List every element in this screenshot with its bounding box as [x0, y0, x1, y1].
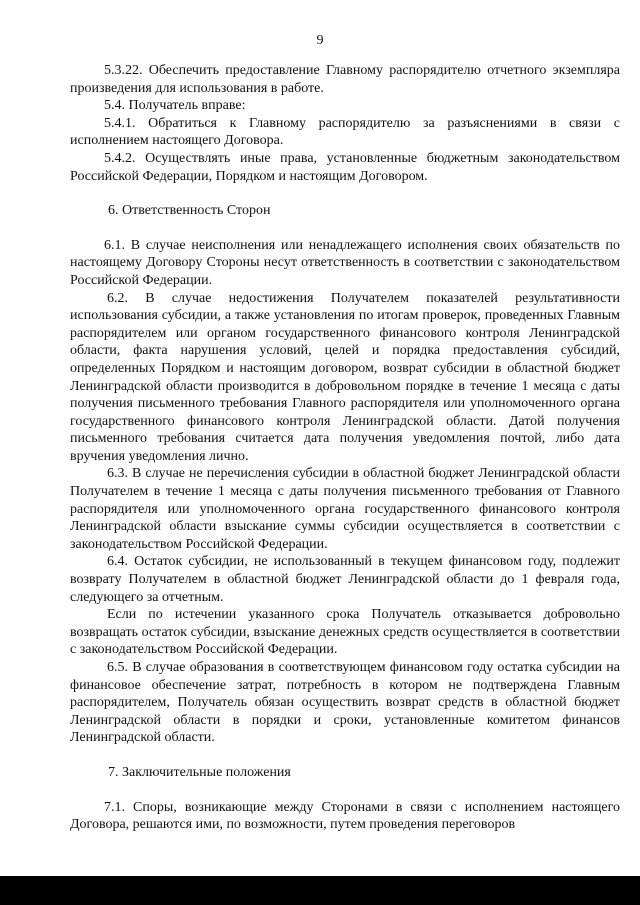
paragraph-6-5: 6.5. В случае образования в соответствующем финансовом году остатка субсидии на финансовое обеспечение затрат, потребность в котором не подтверждена Главным распорядителем, Получатель обязан осуществить возврат средств в областной бюджет Ленинградской области в порядки и сроки, установленные комитетом финансов Ленинградской области. — [70, 660, 620, 746]
document-body — [70, 62, 620, 834]
paragraph-6-1: 6.1. В случае неисполнения или ненадлежащего исполнения своих обязательств по настоящему Договору Стороны несут ответственность в соответствии с законодательством Российской Федерации. — [70, 237, 620, 288]
spacer — [70, 747, 620, 764]
scan-edge-bar — [0, 876, 640, 905]
spacer — [70, 220, 620, 237]
paragraph-5-4: 5.4. Получатель вправе: — [104, 98, 246, 114]
paragraph-6-3: 6.3. В случае не перечисления субсидии в областной бюджет Ленинградской области Получателем в течение 1 месяца с даты получения письменного требования от Главного распорядителя или уполномоченного органа государственного финансового контроля Ленинградской области взыскание суммы субсидии осуществляется в соответствии с законодательством Российской Федерации. — [70, 466, 620, 552]
spacer — [70, 185, 620, 202]
paragraph-6-4-continued: Если по истечении указанного срока Получатель отказывается добровольно возвращать остаток субсидии, взыскание денежных средств осуществляется в соответствии с законодательством Российской Федерации. — [70, 607, 620, 658]
paragraph-6-2: 6.2. В случае недостижения Получателем показателей результативности использования субсидии, а также установления по итогам проверок, проведенных Главным распорядителем или органом государственного финансового контроля Ленинградской области, факта нарушения условий, целей и порядка предоставления субсидий, определенных Порядком и настоящим договором, возврат субсидии в областной бюджет Ленинградской области производится в добровольном порядке в течение 1 месяца с даты получения письменного требования Главного распорядителя или уполномоченного органа государственного финансового контроля Ленинградской области. Датой получения письменного требования считается дата получения уведомления почтой, либо дата вручения уведомления лично. — [70, 290, 620, 464]
paragraph-5-3-22: 5.3.22. Обеспечить предоставление Главному распорядителю отчетного экземпляра произведения для использования в работе. — [70, 63, 620, 96]
section-heading-6: 6. Ответственность Сторон — [108, 203, 271, 219]
paragraph-5-4-1: 5.4.1. Обратиться к Главному распорядителю за разъяснениями в связи с исполнением настоящего Договора. — [70, 115, 620, 149]
paragraph-5-4-2: 5.4.2. Осуществлять иные права, установленные бюджетным законодательством Российской Федерации, Порядком и настоящим Договором. — [70, 150, 620, 184]
page-number: 9 — [316, 33, 324, 48]
section-heading-7: 7. Заключительные положения — [108, 764, 291, 780]
paragraph-6-4: 6.4. Остаток субсидии, не использованный в текущем финансовом году, подлежит возврату Получателем в областной бюджет Ленинградской области до 1 февраля года, следующего за отчетным. — [70, 554, 620, 605]
spacer — [70, 782, 620, 799]
paragraph-7-1: 7.1. Споры, возникающие между Сторонами в связи с исполнением настоящего Договора, решаются ими, по возможности, путем проведения переговоров — [70, 799, 620, 833]
